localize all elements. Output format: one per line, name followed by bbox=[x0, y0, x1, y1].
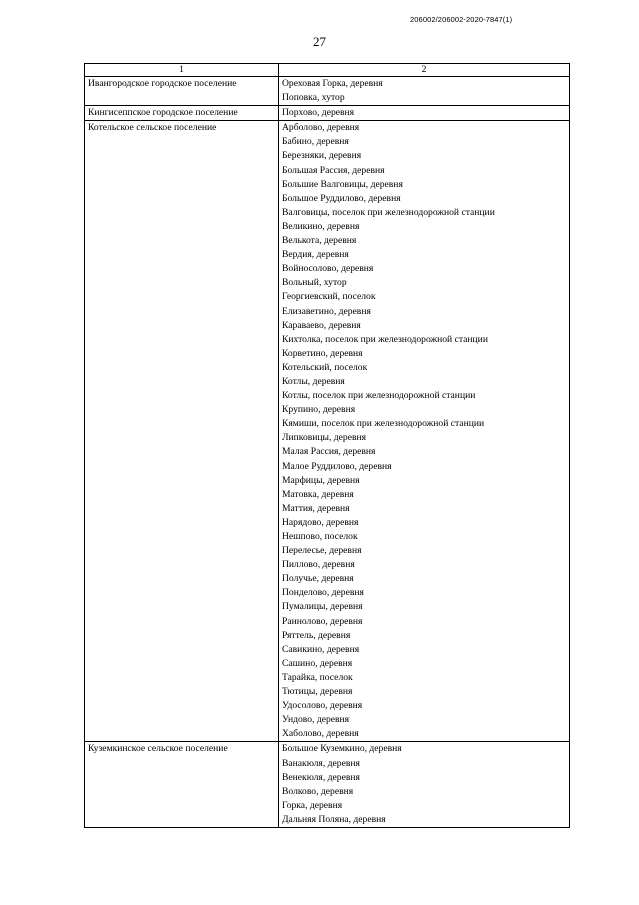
table-body bbox=[85, 77, 570, 828]
localities-cell bbox=[279, 77, 570, 106]
localities-cell bbox=[279, 121, 570, 742]
column-header: 1 bbox=[85, 64, 279, 77]
locality-item: Порхово, деревня bbox=[282, 107, 355, 119]
locality-item: Понделово, деревня bbox=[282, 587, 364, 599]
locality-item: Ундово, деревня bbox=[282, 714, 350, 726]
locality-item: Георгиевский, поселок bbox=[282, 291, 376, 303]
locality-item: Ванакюля, деревня bbox=[282, 757, 360, 769]
locality-item: Крупино, деревня bbox=[282, 404, 356, 416]
locality-item: Савикино, деревня bbox=[282, 643, 360, 655]
locality-item: Матовка, деревня bbox=[282, 488, 354, 500]
locality-item: Котлы, поселок при железнодорожной станции bbox=[282, 390, 476, 402]
locality-item: Пумалицы, деревня bbox=[282, 601, 363, 613]
locality-item: Удосолово, деревня bbox=[282, 700, 363, 712]
locality-item: Марфицы, деревня bbox=[282, 474, 360, 486]
locality-item: Нарядово, деревня bbox=[282, 516, 359, 528]
locality-item: Большое Руддилово, деревня bbox=[282, 192, 401, 204]
locality-item: Горка, деревня bbox=[282, 799, 343, 811]
settlement-name: Куземкинское сельское поселение bbox=[85, 742, 279, 828]
page-number: 27 bbox=[313, 34, 326, 49]
table-row bbox=[85, 106, 570, 121]
locality-item: Сашино, деревня bbox=[282, 657, 353, 669]
column-header: 2 bbox=[279, 64, 570, 77]
locality-item: Нешпово, поселок bbox=[282, 531, 358, 542]
locality-item: Маттия, деревня bbox=[282, 502, 350, 514]
locality-item: Поповка, хутор bbox=[282, 92, 345, 104]
locality-item: Большая Рассия, деревня bbox=[282, 164, 385, 176]
locality-item: Велькота, деревня bbox=[282, 235, 357, 247]
locality-item: Большие Валговицы, деревня bbox=[282, 178, 403, 190]
settlements-table bbox=[84, 63, 570, 828]
locality-item: Большое Куземкино, деревня bbox=[282, 743, 402, 755]
localities-cell bbox=[279, 106, 570, 121]
locality-item: Валговицы, поселок при железнодорожной станции bbox=[282, 206, 495, 218]
document-registration-number: 206002/206002-2020-7847(1) bbox=[410, 15, 513, 24]
locality-item: Раннолово, деревня bbox=[282, 615, 363, 627]
locality-item: Получье, деревня bbox=[282, 573, 354, 585]
locality-item: Корветино, деревня bbox=[282, 347, 363, 359]
locality-item: Малое Руддилово, деревня bbox=[282, 460, 392, 472]
locality-item: Липковицы, деревня bbox=[282, 432, 367, 444]
locality-item: Арболово, деревня bbox=[282, 122, 360, 134]
locality-item: Вольный, хутор bbox=[282, 277, 347, 289]
table-row bbox=[85, 121, 570, 742]
locality-item: Малая Рассия, деревня bbox=[282, 446, 376, 458]
locality-item: Березняки, деревня bbox=[282, 150, 362, 162]
locality-item: Ореховая Горка, деревня bbox=[282, 78, 383, 89]
locality-item: Котлы, деревня bbox=[282, 375, 345, 387]
locality-item: Великино, деревня bbox=[282, 220, 360, 232]
settlement-name: Котельское сельское поселение bbox=[85, 121, 279, 742]
localities-cell bbox=[279, 742, 570, 828]
locality-item: Вердия, деревня bbox=[282, 249, 349, 261]
locality-item: Волково, деревня bbox=[282, 785, 354, 797]
locality-item: Тютицы, деревня bbox=[282, 686, 353, 698]
locality-item: Пиллово, деревня bbox=[282, 559, 355, 571]
locality-item: Тарайка, поселок bbox=[282, 671, 353, 683]
locality-item: Дальняя Поляна, деревня bbox=[282, 813, 386, 825]
locality-item: Перелесье, деревня bbox=[282, 545, 362, 557]
table-header-row bbox=[85, 64, 570, 77]
locality-item: Войносолово, деревня bbox=[282, 263, 374, 275]
locality-item: Венекюля, деревня bbox=[282, 771, 360, 783]
locality-item: Котельский, поселок bbox=[282, 361, 368, 373]
locality-item: Караваево, деревня bbox=[282, 319, 361, 331]
settlement-name: Кингисеппское городское поселение bbox=[85, 106, 279, 121]
table-row bbox=[85, 77, 570, 106]
locality-item: Хаболово, деревня bbox=[282, 728, 359, 740]
locality-item: Бабино, деревня bbox=[282, 136, 349, 148]
table-row bbox=[85, 742, 570, 828]
locality-item: Кямиши, поселок при железнодорожной станции bbox=[282, 418, 485, 430]
settlement-name: Ивангородское городское поселение bbox=[85, 77, 279, 106]
locality-item: Ряттель, деревня bbox=[282, 629, 351, 641]
locality-item: Кихтолка, поселок при железнодорожной станции bbox=[282, 333, 488, 345]
locality-item: Елизаветино, деревня bbox=[282, 305, 371, 317]
